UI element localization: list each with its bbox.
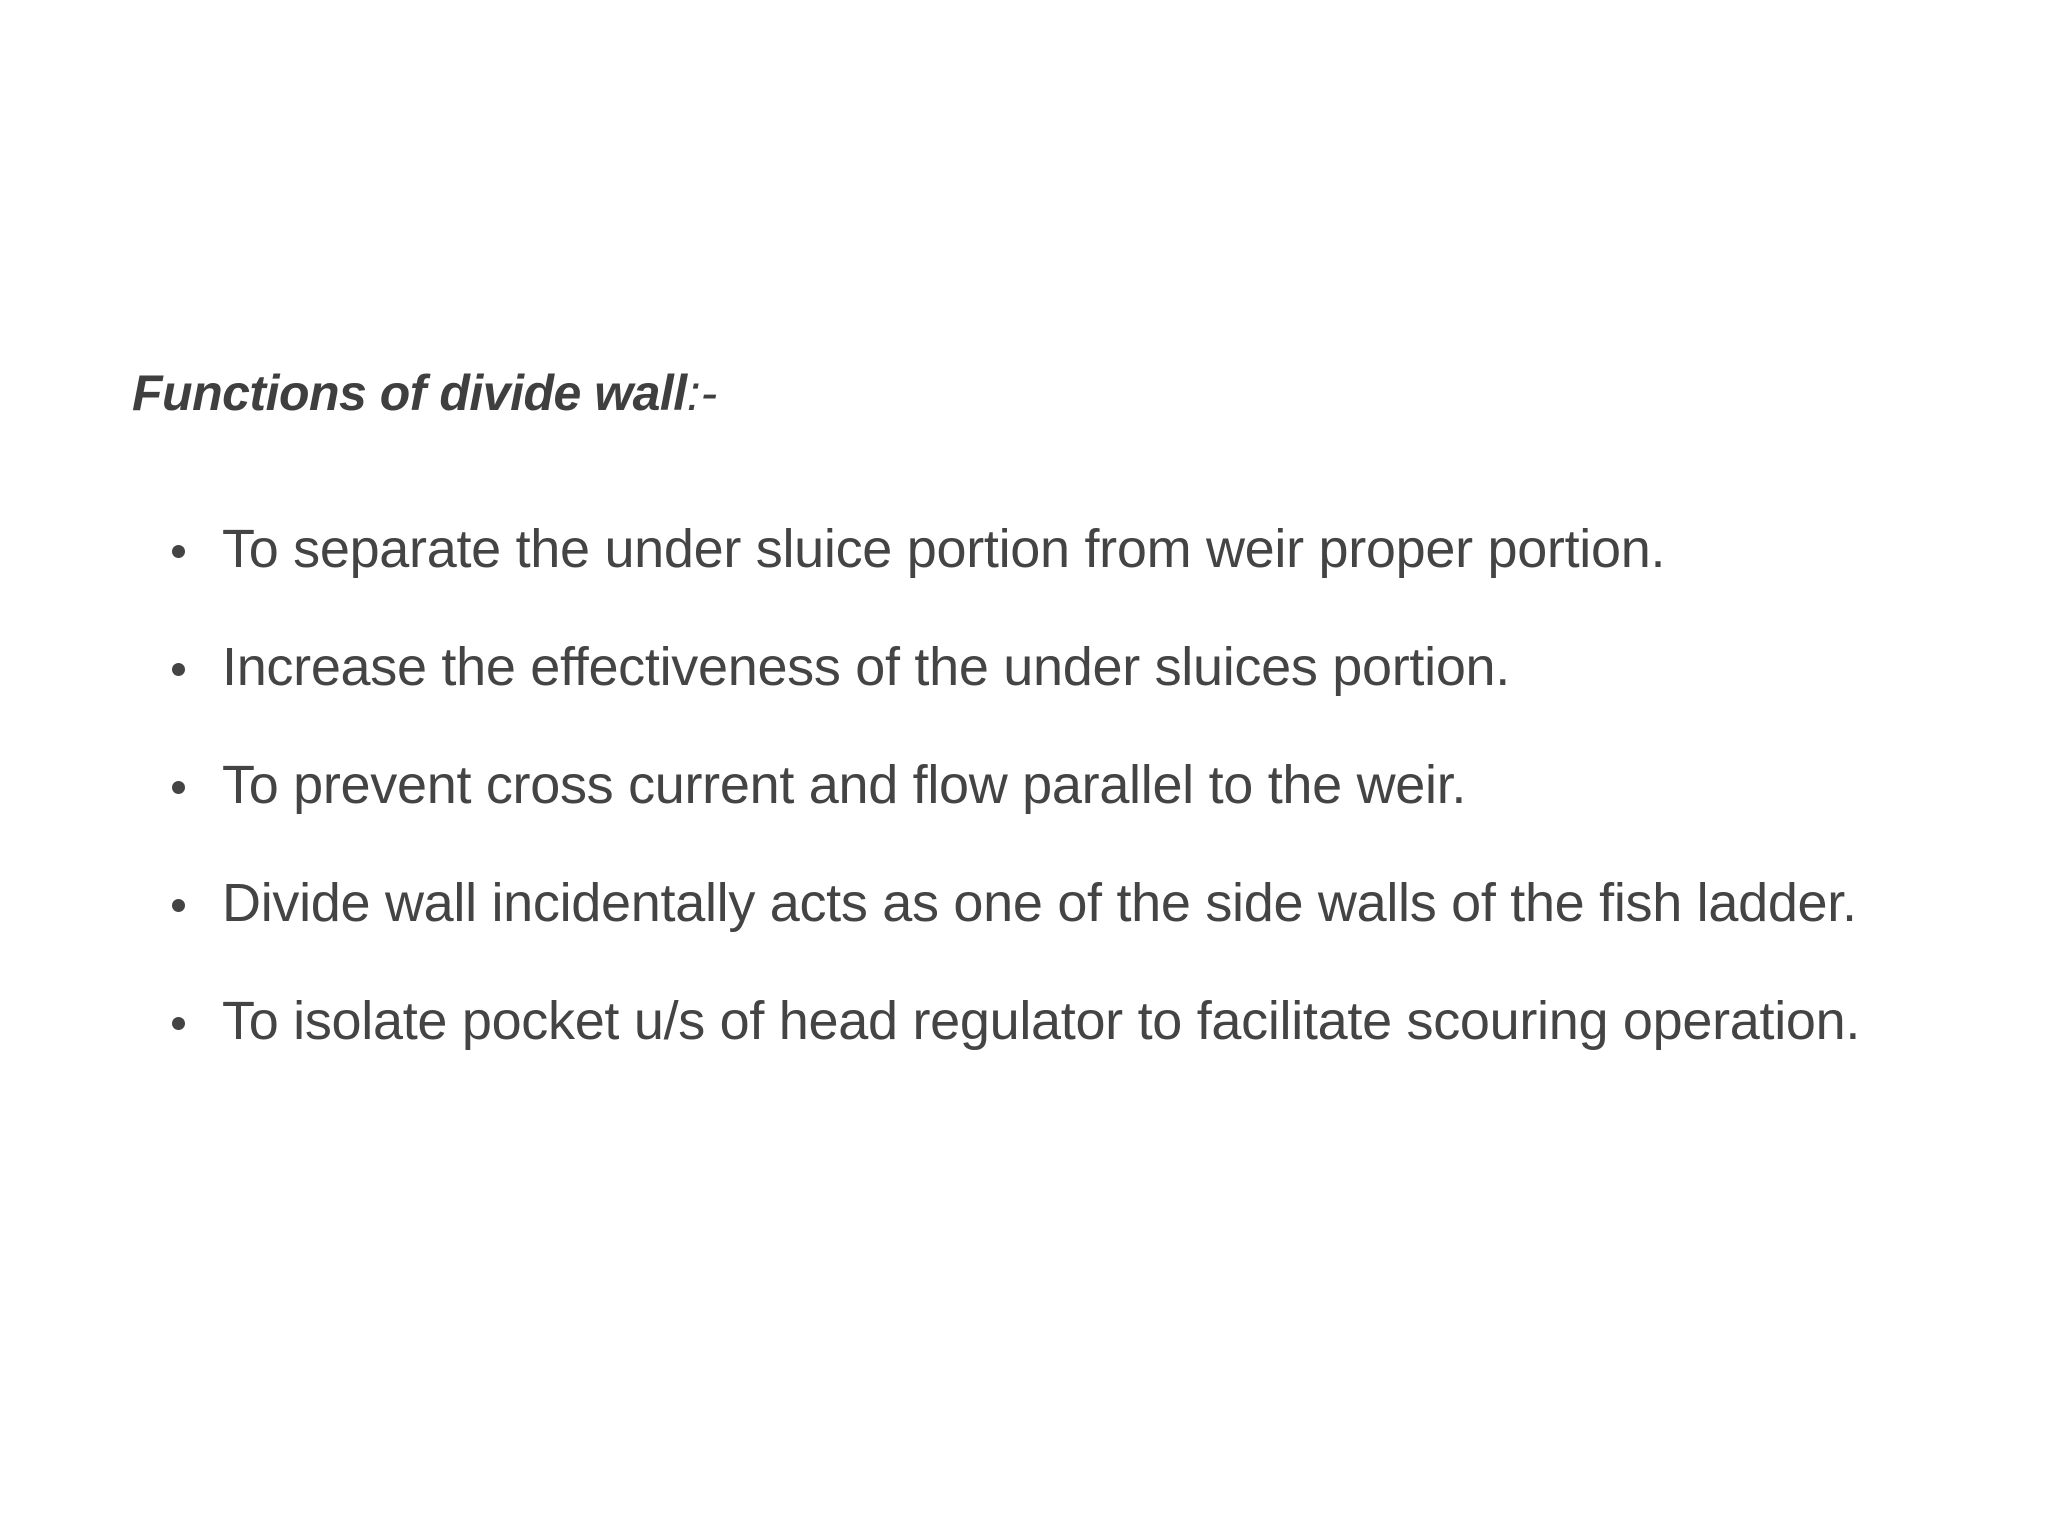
bullet-dot-icon	[172, 781, 185, 794]
list-item	[132, 962, 2012, 1080]
section-heading	[132, 358, 2012, 428]
heading-title: Functions of divide wall	[132, 365, 687, 421]
list-item-text: To isolate pocket u/s of head regulator to facilitate scouring operation.	[222, 991, 1861, 1051]
bullet-dot-icon	[172, 1017, 185, 1030]
functions-list	[132, 490, 2012, 1080]
list-item-text: Divide wall incidentally acts as one of the side walls of the fish ladder.	[222, 873, 1857, 933]
list-item	[132, 608, 2012, 726]
list-item-text: Increase the effectiveness of the under sluices portion.	[222, 637, 1510, 697]
list-item-text: To prevent cross current and flow parallel to the weir.	[222, 755, 1467, 815]
heading-suffix: :-	[686, 365, 718, 421]
document-content	[132, 358, 2012, 1080]
bullet-dot-icon	[172, 663, 185, 676]
bullet-dot-icon	[172, 899, 185, 912]
list-item	[132, 726, 2012, 844]
bullet-dot-icon	[172, 545, 185, 558]
list-item	[132, 844, 2012, 962]
list-item	[132, 490, 2012, 608]
list-item-text: To separate the under sluice portion from weir proper portion.	[222, 519, 1666, 579]
